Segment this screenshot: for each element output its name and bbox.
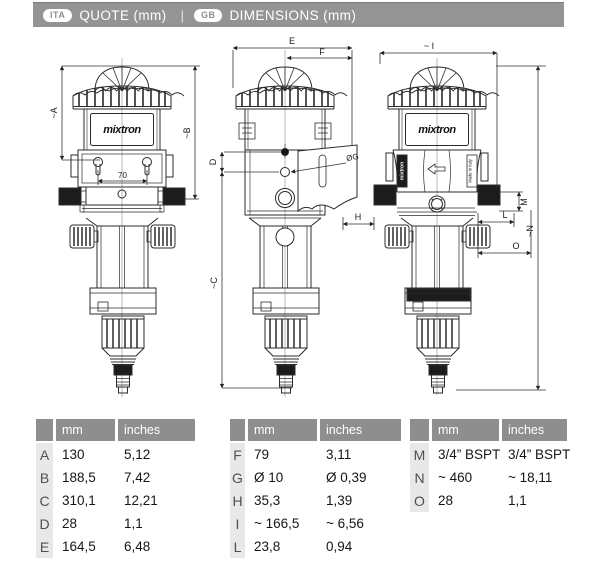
- table-row: [230, 535, 404, 558]
- table-row: [36, 443, 198, 466]
- row-mm: ~ 166,5: [248, 512, 320, 535]
- table3-corner: [410, 419, 432, 443]
- dim-label-g: ØG: [345, 151, 360, 164]
- row-letter: D: [36, 512, 56, 535]
- made-in-italy-label: Made in Italy: [467, 159, 473, 183]
- row-mm: 35,3: [248, 489, 320, 512]
- row-letter: M: [410, 443, 432, 466]
- table3-header-mm: mm: [432, 419, 502, 443]
- row-letter: C: [36, 489, 56, 512]
- row-inches: 6,48: [118, 535, 198, 558]
- ita-badge: ITA: [43, 9, 72, 22]
- table-row: [230, 512, 404, 535]
- row-letter: B: [36, 466, 56, 489]
- row-inches: 1,1: [118, 512, 198, 535]
- table2-corner: [230, 419, 248, 443]
- row-letter: F: [230, 443, 248, 466]
- row-inches: 0,94: [320, 535, 404, 558]
- dim-label-c: ~C: [209, 277, 219, 289]
- logo-text-front: mixtron: [103, 124, 141, 136]
- row-letter: E: [36, 535, 56, 558]
- dim-label-f: F: [319, 47, 325, 57]
- table-m-o: [410, 419, 570, 512]
- table1-corner: [36, 419, 56, 443]
- row-inches: 7,42: [118, 466, 198, 489]
- gb-badge: GB: [194, 9, 223, 22]
- row-inches: 5,12: [118, 443, 198, 466]
- row-mm: 164,5: [56, 535, 118, 558]
- row-inches: 12,21: [118, 489, 198, 512]
- pump-view-front: [59, 58, 185, 397]
- logo-text-back: mixtron: [418, 124, 456, 136]
- dim-label-h: H: [354, 212, 362, 222]
- dim-label-o: O: [512, 241, 520, 251]
- dim-label-m: M: [519, 198, 529, 206]
- row-mm: Ø 10: [248, 466, 320, 489]
- row-letter: O: [410, 489, 432, 512]
- row-mm: 23,8: [248, 535, 320, 558]
- row-letter: G: [230, 466, 248, 489]
- row-mm: 79: [248, 443, 320, 466]
- row-letter: A: [36, 443, 56, 466]
- row-mm: 3/4” BSPT: [432, 443, 502, 466]
- table-row: [36, 512, 198, 535]
- pump-view-back: [374, 58, 500, 395]
- side-logo-vertical: mixtron: [399, 161, 406, 181]
- row-mm: 28: [56, 512, 118, 535]
- row-mm: 130: [56, 443, 118, 466]
- dims-view-back: [380, 53, 546, 390]
- dim-label-l: L: [502, 210, 508, 220]
- table2-header-inches: inches: [320, 419, 404, 443]
- row-inches: ~ 18,11: [502, 466, 570, 489]
- table-row: [230, 466, 404, 489]
- row-letter: H: [230, 489, 248, 512]
- dim-label-a: ~A: [49, 107, 59, 119]
- table-row: [230, 443, 404, 466]
- row-mm: 310,1: [56, 489, 118, 512]
- table1-header-inches: inches: [118, 419, 198, 443]
- table-row: [230, 489, 404, 512]
- table-row: [410, 466, 570, 489]
- row-inches: 1,1: [502, 489, 570, 512]
- header-divider: |: [180, 7, 184, 23]
- dim-label-d: D: [208, 158, 218, 166]
- ita-label: QUOTE (mm): [79, 7, 167, 23]
- row-letter: N: [410, 466, 432, 489]
- row-inches: Ø 0,39: [320, 466, 404, 489]
- row-mm: ~ 460: [432, 466, 502, 489]
- row-mm: 188,5: [56, 466, 118, 489]
- dim-label-e: E: [288, 36, 296, 46]
- dim-label-n: ~N: [525, 225, 535, 237]
- dim-label-i: ~ I: [423, 41, 435, 51]
- table-row: [36, 466, 198, 489]
- table2-header-mm: mm: [248, 419, 320, 443]
- table-a-e: [36, 419, 198, 558]
- table-row: [410, 443, 570, 466]
- row-mm: 28: [432, 489, 502, 512]
- pump-view-side: [236, 50, 360, 397]
- table1-header-mm: mm: [56, 419, 118, 443]
- row-inches: 3,11: [320, 443, 404, 466]
- table3-header-inches: inches: [502, 419, 570, 443]
- dim-label-b: ~B: [182, 127, 192, 139]
- dimension-tables: [36, 419, 570, 558]
- row-inches: 3/4” BSPT: [502, 443, 570, 466]
- table-row: [410, 489, 570, 512]
- row-inches: 1,39: [320, 489, 404, 512]
- row-letter: L: [230, 535, 248, 558]
- gb-label: DIMENSIONS (mm): [229, 7, 357, 23]
- dim-label-70: 70: [118, 171, 127, 180]
- row-letter: I: [230, 512, 248, 535]
- table-row: [36, 489, 198, 512]
- table-f-l: [230, 419, 404, 558]
- table-row: [36, 535, 198, 558]
- row-inches: ~ 6,56: [320, 512, 404, 535]
